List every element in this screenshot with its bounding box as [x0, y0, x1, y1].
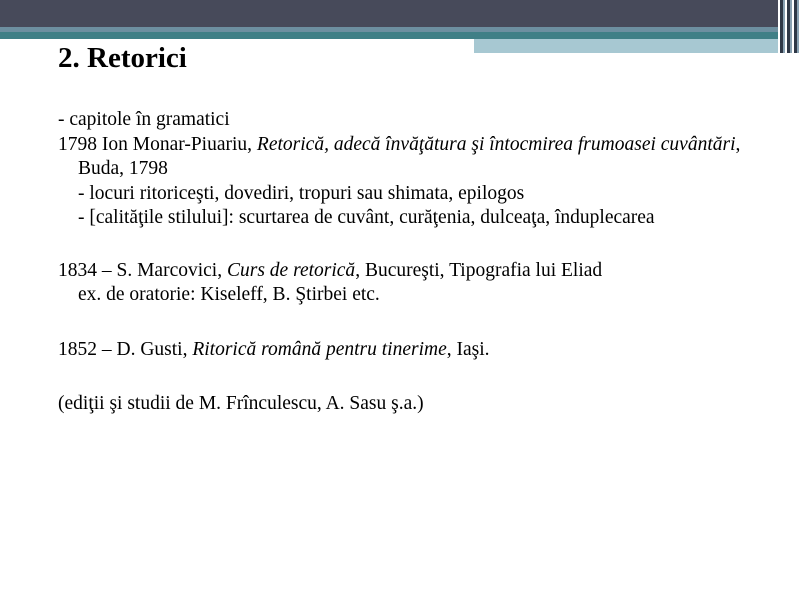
sub-item-locuri: - locuri ritoriceşti, dovediri, tropuri sau shimata, epilogos: [78, 182, 525, 204]
entry-1798-place: , Buda, 1798: [78, 133, 741, 179]
spacer: [58, 308, 748, 338]
corner-stripes: [778, 0, 800, 53]
entry-1852-title: Ritorică română pentru tinerime: [192, 338, 447, 360]
entry-1834-author: 1834 – S. Marcovici,: [58, 259, 227, 281]
entry-1798: [58, 133, 748, 182]
entry-1852-place: , Iaşi.: [446, 338, 490, 360]
slide-title: 2. Retorici: [58, 42, 187, 74]
entry-1834: [58, 259, 748, 284]
entry-1834-place: , Bucureşti, Tipografia lui Eliad: [355, 259, 603, 281]
bullet-capitole: - capitole în gramatici: [58, 109, 230, 130]
entry-1834-title: Curs de retorică: [226, 259, 356, 281]
spacer: [58, 231, 748, 259]
spacer: [58, 362, 748, 392]
sub-item-calitati: - [calităţile stilului]: scurtarea de cuvânt, curăţenia, dulceaţa, înduplecarea: [78, 207, 655, 228]
note-editions: (ediţii şi studii de M. Frînculescu, A. Sasu ş.a.): [58, 393, 424, 414]
slide-body: [58, 108, 748, 417]
header-accent-strip: [474, 39, 778, 53]
sub-item-oratorie: ex. de oratorie: Kiseleff, B. Ştirbei etc.: [78, 284, 380, 305]
entry-1798-author: 1798 Ion Monar-Piuariu,: [58, 133, 257, 155]
header-teal-strip: [0, 32, 778, 39]
entry-1852: [58, 338, 748, 363]
entry-1798-title: Retorică, adecă învăţătura şi întocmirea frumoasei cuvântări: [256, 133, 736, 155]
header-dark-bar: [0, 0, 778, 27]
entry-1852-author: 1852 – D. Gusti,: [58, 338, 193, 360]
